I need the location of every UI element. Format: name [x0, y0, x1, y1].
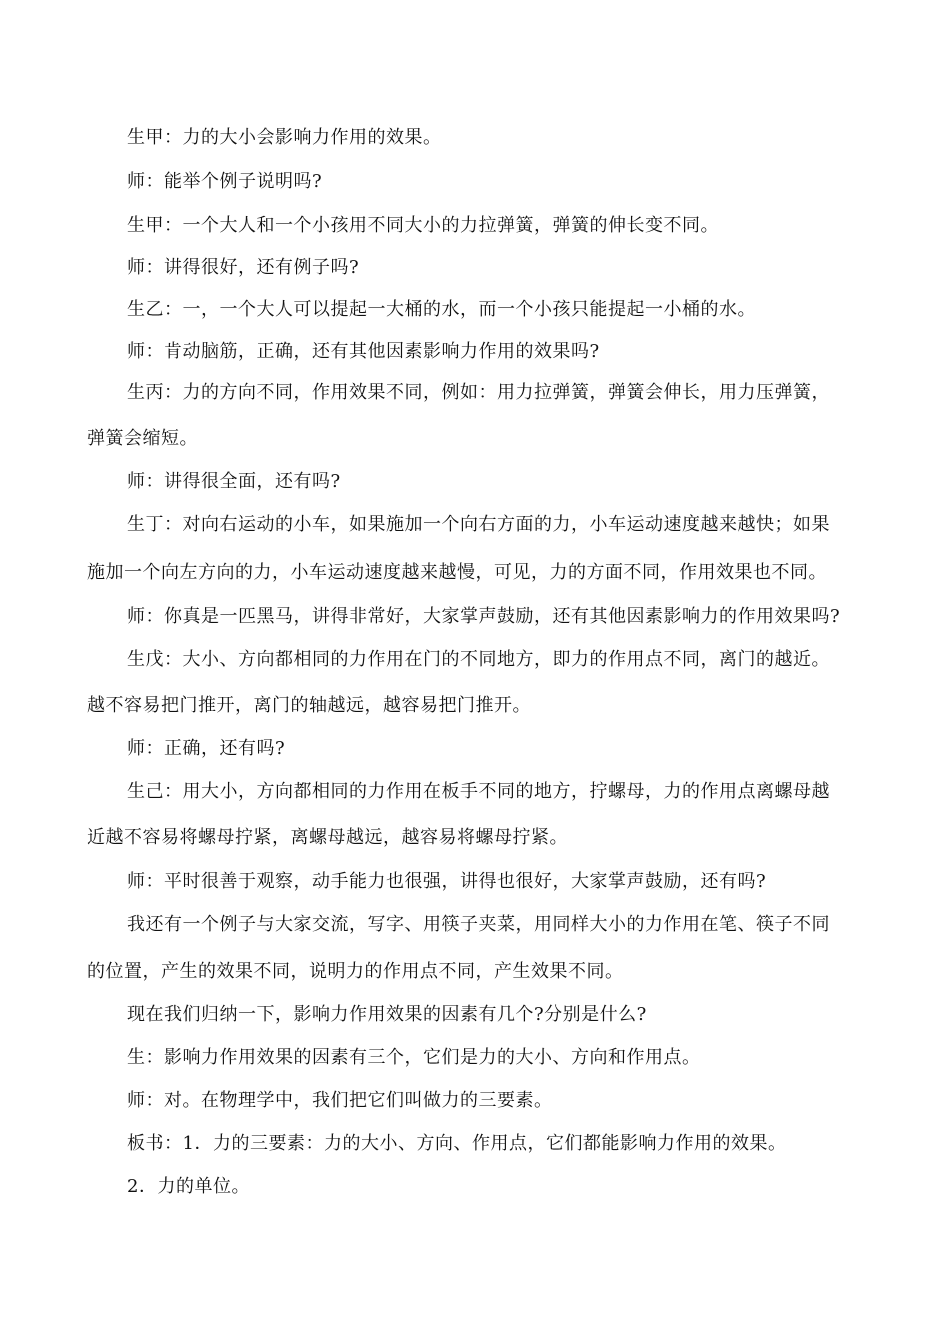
text-line: 生甲：一个大人和一个小孩用不同大小的力拉弹簧，弹簧的伸长变不同。 — [127, 215, 719, 236]
text-line: 生甲：力的大小会影响力作用的效果。 — [127, 127, 442, 148]
text-line: 弹簧会缩短。 — [87, 428, 198, 449]
text-line: 师：讲得很全面，还有吗? — [127, 471, 341, 492]
text-line: 的位置，产生的效果不同，说明力的作用点不同，产生效果不同。 — [87, 961, 624, 982]
text-line: 生戊：大小、方向都相同的力作用在门的不同地方，即力的作用点不同，离门的越近。 — [127, 649, 830, 670]
text-line: 生己：用大小，方向都相同的力作用在板手不同的地方，拧螺母，力的作用点离螺母越 — [127, 781, 830, 802]
text-line: 师：能举个例子说明吗? — [127, 171, 323, 192]
text-line: 生：影响力作用效果的因素有三个，它们是力的大小、方向和作用点。 — [127, 1047, 701, 1068]
text-line: 生丙：力的方向不同，作用效果不同，例如：用力拉弹簧，弹簧会伸长，用力压弹簧， — [127, 382, 830, 403]
text-line: 2．力的单位。 — [127, 1176, 250, 1197]
text-line: 我还有一个例子与大家交流，写字、用筷子夹菜，用同样大小的力作用在笔、筷子不同 — [127, 914, 830, 935]
text-line: 越不容易把门推开，离门的轴越远，越容易把门推开。 — [87, 695, 531, 716]
text-line: 近越不容易将螺母拧紧，离螺母越远，越容易将螺母拧紧。 — [87, 827, 568, 848]
text-line: 生乙：一，一个大人可以提起一大桶的水，而一个小孩只能提起一小桶的水。 — [127, 299, 756, 320]
text-line: 施加一个向左方向的力，小车运动速度越来越慢，可见，力的方面不同，作用效果也不同。 — [87, 562, 827, 583]
text-line: 师：对。在物理学中，我们把它们叫做力的三要素。 — [127, 1090, 553, 1111]
text-line: 现在我们归纳一下，影响力作用效果的因素有几个?分别是什么? — [127, 1004, 647, 1025]
text-line: 板书：1．力的三要素：力的大小、方向、作用点，它们都能影响力作用的效果。 — [127, 1133, 787, 1154]
text-line: 师：你真是一匹黑马，讲得非常好，大家掌声鼓励，还有其他因素影响力的作用效果吗? — [127, 606, 841, 627]
text-line: 师：平时很善于观察，动手能力也很强，讲得也很好，大家掌声鼓励，还有吗? — [127, 871, 767, 892]
text-line: 生丁：对向右运动的小车，如果施加一个向右方面的力，小车运动速度越来越快；如果 — [127, 514, 830, 535]
text-line: 师：正确，还有吗? — [127, 738, 286, 759]
text-line: 师：肯动脑筋，正确，还有其他因素影响力作用的效果吗? — [127, 341, 600, 362]
text-line: 师：讲得很好，还有例子吗? — [127, 257, 360, 278]
